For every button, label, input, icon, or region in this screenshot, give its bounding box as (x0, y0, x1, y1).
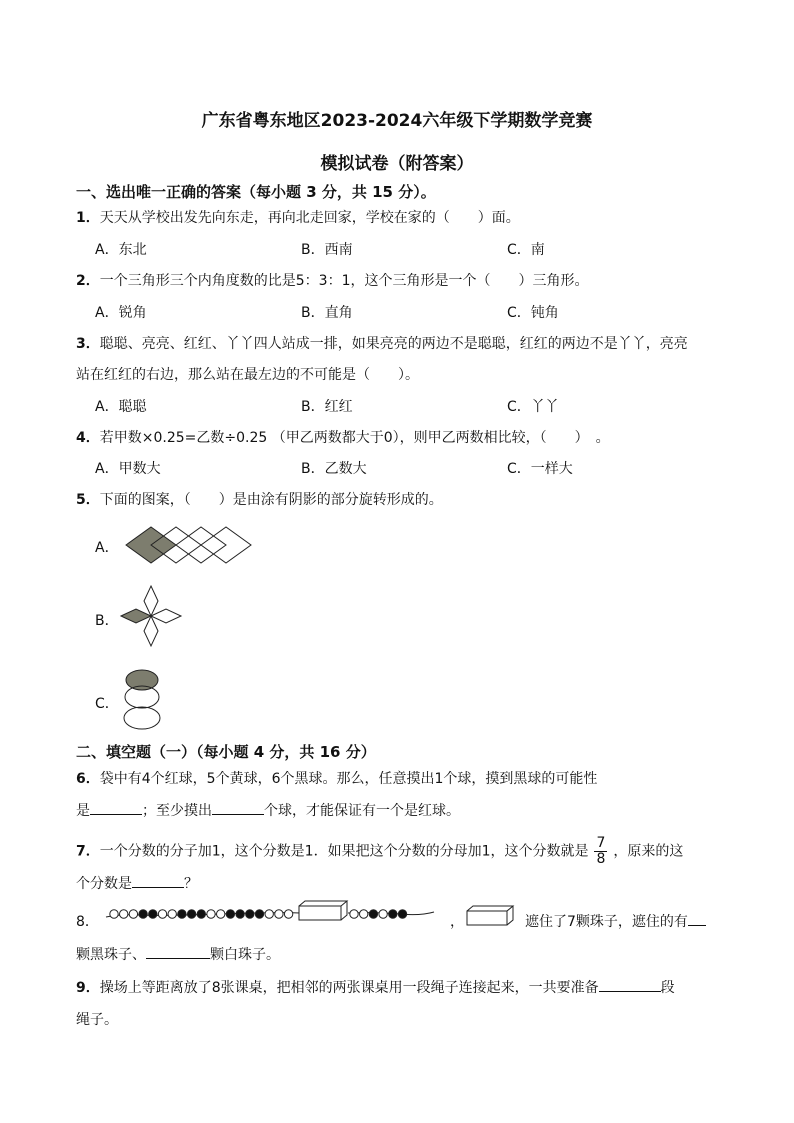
text: 个球，才能保证有一个是红球。 (264, 803, 460, 819)
question-number: 9． (76, 980, 100, 996)
question-3 (76, 333, 688, 353)
question-text: 下面的图案，（ ）是由涂有阴影的部分旋转形成的。 (99, 492, 443, 508)
text: 段 (660, 980, 675, 996)
black-bead (149, 910, 157, 918)
white-bead (110, 910, 118, 918)
shaded-ellipse (126, 670, 158, 690)
cover-box-edge (299, 901, 347, 906)
question-number: 1． (76, 210, 100, 226)
q5-option-b[interactable]: B． (95, 613, 119, 629)
question-number: 2． (76, 273, 100, 289)
black-bead (178, 910, 186, 918)
rhombus-pattern-a-figure (124, 524, 256, 566)
question-4 (76, 427, 610, 447)
q4-option-b[interactable]: B．乙数大 (301, 461, 367, 477)
text: 颗黑珠子、 (76, 947, 146, 963)
question-text: 天天从学校出发先向东走，再向北走回家，学校在家的（ ）面。 (99, 210, 520, 226)
white-bead (120, 910, 128, 918)
question-7 (76, 836, 683, 867)
fraction-denominator: 8 (596, 851, 606, 867)
rhombus (144, 616, 158, 646)
text: 颗白珠子。 (210, 947, 280, 963)
answer-blank[interactable] (599, 977, 661, 992)
question-text-line1: 袋中有4个红球，5个黄球，6个黑球。那么，任意摸出1个球，摸到黑球的可能性 (99, 771, 598, 787)
question-text-line1: 一个分数的分子加1，这个分数是1．如果把这个分数的分母加1，这个分数就是 (99, 843, 589, 860)
black-bead (236, 910, 244, 918)
white-bead (379, 910, 387, 918)
q4-option-c[interactable]: C．一样大 (507, 461, 573, 477)
question-number: 3． (76, 336, 100, 352)
rhombus-pattern-b-figure (118, 585, 184, 647)
question-text: 若甲数×0.25=乙数÷0.25 （甲乙两数都大于0），则甲乙两数相比较，（ ） 。 (99, 430, 610, 446)
text: 遮住了7颗珠子，遮住的有 (525, 914, 688, 930)
white-bead (207, 910, 215, 918)
question-text-line1b: ，原来的这 (613, 843, 684, 860)
answer-blank[interactable] (688, 911, 706, 926)
q1-option-a[interactable]: A．东北 (95, 242, 147, 258)
question-9 (76, 977, 675, 997)
q2-option-c[interactable]: C．钝角 (507, 305, 559, 321)
black-bead (398, 910, 406, 918)
shaded-rhombus (121, 609, 151, 623)
ellipse-pattern-c-figure (122, 668, 164, 732)
question-text-line1: 聪聪、亮亮、红红、丫丫四人站成一排，如果亮亮的两边不是聪聪，红红的两边不是丫丫，亮亮 (99, 336, 688, 352)
answer-blank[interactable] (132, 873, 184, 888)
white-bead (350, 910, 358, 918)
answer-blank[interactable] (146, 944, 210, 959)
q2-option-a[interactable]: A．锐角 (95, 305, 147, 321)
text: ？ (184, 876, 198, 892)
question-number: 5． (76, 492, 100, 508)
fraction-numerator: 7 (596, 835, 606, 851)
black-bead (197, 910, 205, 918)
question-3-line2: 站在红红的右边，那么站在最左边的不可能是（ ）。 (76, 367, 419, 383)
q4-option-a[interactable]: A．甲数大 (95, 461, 161, 477)
q3-option-b[interactable]: B．红红 (301, 399, 353, 415)
rhombus (151, 609, 181, 623)
black-bead (226, 910, 234, 918)
question-text: 一个三角形三个内角度数的比是5：3：1，这个三角形是一个（ ）三角形。 (99, 273, 589, 289)
q1-option-b[interactable]: B．西南 (301, 242, 353, 258)
white-bead (275, 910, 283, 918)
q3-option-a[interactable]: A．聪聪 (95, 399, 147, 415)
question-2 (76, 270, 588, 290)
answer-blank[interactable] (90, 800, 142, 815)
comma: ， (450, 914, 464, 930)
cover-box (299, 906, 341, 920)
text: 是 (76, 803, 90, 819)
black-bead (187, 910, 195, 918)
q5-option-c[interactable]: C． (95, 696, 119, 712)
text: 个分数是 (76, 876, 132, 892)
rhombus (144, 586, 158, 616)
white-bead (284, 910, 292, 918)
question-6-line2 (76, 800, 460, 820)
q1-option-c[interactable]: C．南 (507, 242, 545, 258)
black-bead (389, 910, 397, 918)
question-8-text1 (525, 911, 706, 931)
black-bead (255, 910, 263, 918)
white-bead (217, 910, 225, 918)
question-1 (76, 207, 520, 227)
q2-option-b[interactable]: B．直角 (301, 305, 353, 321)
question-number: 7． (76, 843, 100, 860)
black-bead (139, 910, 147, 918)
section-heading-2: 二、填空题（一）（每小题 4 分，共 16 分） (76, 743, 376, 761)
page-title: 广东省粤东地区2023-2024六年级下学期数学竞赛 (201, 111, 593, 131)
white-bead (360, 910, 368, 918)
q5-option-a[interactable]: A． (95, 540, 119, 556)
black-bead (369, 910, 377, 918)
question-5 (76, 489, 443, 509)
question-8-line2 (76, 944, 280, 964)
white-bead (168, 910, 176, 918)
bead-string-figure (100, 900, 440, 930)
fraction (594, 836, 607, 867)
white-bead (129, 910, 137, 918)
question-number: 6． (76, 771, 100, 787)
question-number: 4． (76, 430, 100, 446)
text: ；至少摸出 (142, 803, 212, 819)
ellipse (124, 707, 160, 729)
question-8-number: 8． (76, 914, 99, 930)
question-text-line1: 操场上等距离放了8张课桌，把相邻的两张课桌用一段绳子连接起来，一共要准备 (99, 980, 599, 996)
white-bead (158, 910, 166, 918)
section-heading-1: 一、选出唯一正确的答案（每小题 3 分，共 15 分）。 (76, 183, 436, 201)
question-7-line2 (76, 873, 198, 893)
question-9-line2: 绳子。 (76, 1012, 118, 1028)
cover-box-icon (466, 905, 516, 927)
page-subtitle: 模拟试卷（附答案） (320, 154, 474, 174)
q3-option-c[interactable]: C．丫丫 (507, 399, 559, 415)
black-bead (246, 910, 254, 918)
answer-blank[interactable] (212, 800, 264, 815)
question-6 (76, 768, 597, 788)
white-bead (265, 910, 273, 918)
